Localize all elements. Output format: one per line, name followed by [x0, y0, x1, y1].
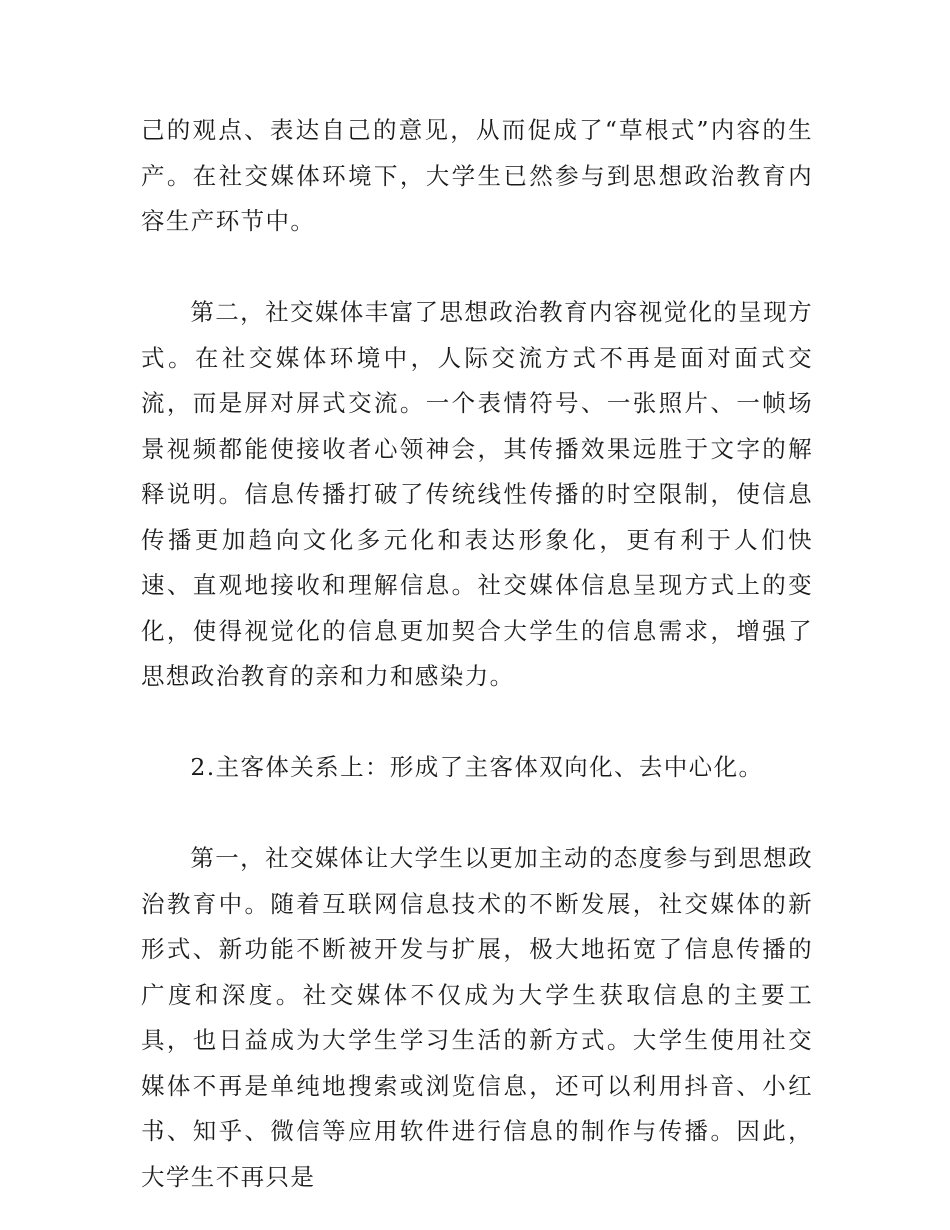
paragraph-active-participation: 第一，社交媒体让大学生以更加主动的态度参与到思想政治教育中。随着互联网信息技术的不断发展，社交媒体的新形式、新功能不断被开发与扩展，极大地拓宽了信息传播的广度和深度。社交媒体不仅成为大学生获取信息的主要工具，也日益成为大学生学习生活的新方式。大学生使用社交媒体不再是单纯地搜索或浏览信息，还可以利用抖音、小红书、知乎、微信等应用软件进行信息的制作与传播。因此，大学生不再只是 — [141, 844, 813, 1191]
paragraph-continuation: 己的观点、表达自己的意见，从而促成了“草根式”内容的生产。在社交媒体环境下，大学生已然参与到思想政治教育内容生产环节中。 — [141, 116, 813, 235]
paragraph-gap — [141, 245, 813, 291]
paragraph-gap — [141, 791, 813, 837]
paragraph-gap — [141, 700, 813, 746]
section-heading-subject-object: 2.主客体关系上：形成了主客体双向化、去中心化。 — [190, 753, 764, 781]
document-body — [141, 108, 813, 1200]
paragraph-visual-presentation: 第二，社交媒体丰富了思想政治教育内容视觉化的呈现方式。在社交媒体环境中，人际交流方式不再是面对面式交流，而是屏对屏式交流。一个表情符号、一张照片、一帧场景视频都能使接收者心领神会，其传播效果远胜于文字的解释说明。信息传播打破了传统线性传播的时空限制，使信息传播更加趋向文化多元化和表达形象化，更有利于人们快速、直观地接收和理解信息。社交媒体信息呈现方式上的变化，使得视觉化的信息更加契合大学生的信息需求，增强了思想政治教育的亲和力和感染力。 — [141, 298, 813, 690]
